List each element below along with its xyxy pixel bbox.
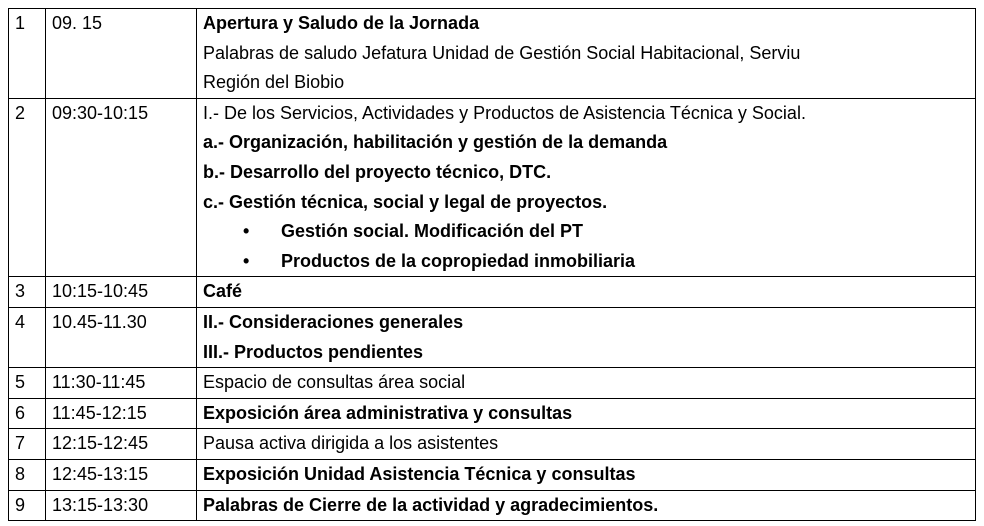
agenda-table	[8, 8, 976, 521]
row-number: 2	[9, 98, 46, 277]
description-line: III.- Productos pendientes	[203, 341, 424, 362]
row-description	[197, 307, 976, 367]
row-description	[197, 459, 976, 490]
table-row	[9, 368, 976, 399]
description-line: Exposición Unidad Asistencia Técnica y consultas	[203, 463, 636, 484]
description-line: I.- De los Servicios, Actividades y Productos de Asistencia Técnica y Social.	[203, 102, 806, 123]
row-time: 10:15-10:45	[46, 277, 197, 308]
row-description	[197, 490, 976, 521]
description-line: b.- Desarrollo del proyecto técnico, DTC.	[203, 161, 552, 182]
row-time: 12:45-13:15	[46, 459, 197, 490]
row-time: 10.45-11.30	[46, 307, 197, 367]
table-row	[9, 459, 976, 490]
row-number: 8	[9, 459, 46, 490]
bullet-text: Productos de la copropiedad inmobiliaria	[281, 250, 636, 271]
description-line: a.- Organización, habilitación y gestión de la demanda	[203, 132, 668, 153]
table-row	[9, 277, 976, 308]
row-description	[197, 398, 976, 429]
description-line: Espacio de consultas área social	[203, 372, 466, 393]
row-description	[197, 9, 976, 99]
description-line: Pausa activa dirigida a los asistentes	[203, 433, 499, 454]
description-line: Café	[203, 281, 243, 302]
row-number: 6	[9, 398, 46, 429]
bullet-item	[203, 247, 969, 277]
row-number: 7	[9, 429, 46, 460]
row-number: 4	[9, 307, 46, 367]
row-description	[197, 368, 976, 399]
table-row	[9, 98, 976, 277]
description-line: II.- Consideraciones generales	[203, 311, 464, 332]
row-description	[197, 277, 976, 308]
bullet-text: Gestión social. Modificación del PT	[281, 221, 584, 242]
row-time: 11:30-11:45	[46, 368, 197, 399]
bullet-icon: •	[243, 221, 250, 242]
row-time: 09. 15	[46, 9, 197, 99]
row-time: 12:15-12:45	[46, 429, 197, 460]
table-row	[9, 307, 976, 367]
row-description	[197, 429, 976, 460]
table-row	[9, 398, 976, 429]
row-number: 9	[9, 490, 46, 521]
description-line: Palabras de Cierre de la actividad y agradecimientos.	[203, 494, 659, 515]
table-row	[9, 490, 976, 521]
row-number: 3	[9, 277, 46, 308]
description-line: c.- Gestión técnica, social y legal de proyectos.	[203, 191, 608, 212]
bullet-item	[203, 217, 969, 247]
row-time: 13:15-13:30	[46, 490, 197, 521]
table-row	[9, 429, 976, 460]
row-time: 09:30-10:15	[46, 98, 197, 277]
description-line: Exposición área administrativa y consultas	[203, 402, 573, 423]
row-description	[197, 98, 976, 277]
row-time: 11:45-12:15	[46, 398, 197, 429]
description-line: Palabras de saludo Jefatura Unidad de Gestión Social Habitacional, Serviu	[203, 42, 801, 63]
table-row	[9, 9, 976, 99]
row-number: 1	[9, 9, 46, 99]
row-number: 5	[9, 368, 46, 399]
agenda-body	[9, 9, 976, 521]
description-line: Región del Biobio	[203, 72, 345, 93]
bullet-icon: •	[243, 250, 250, 271]
description-line: Apertura y Saludo de la Jornada	[203, 13, 480, 33]
